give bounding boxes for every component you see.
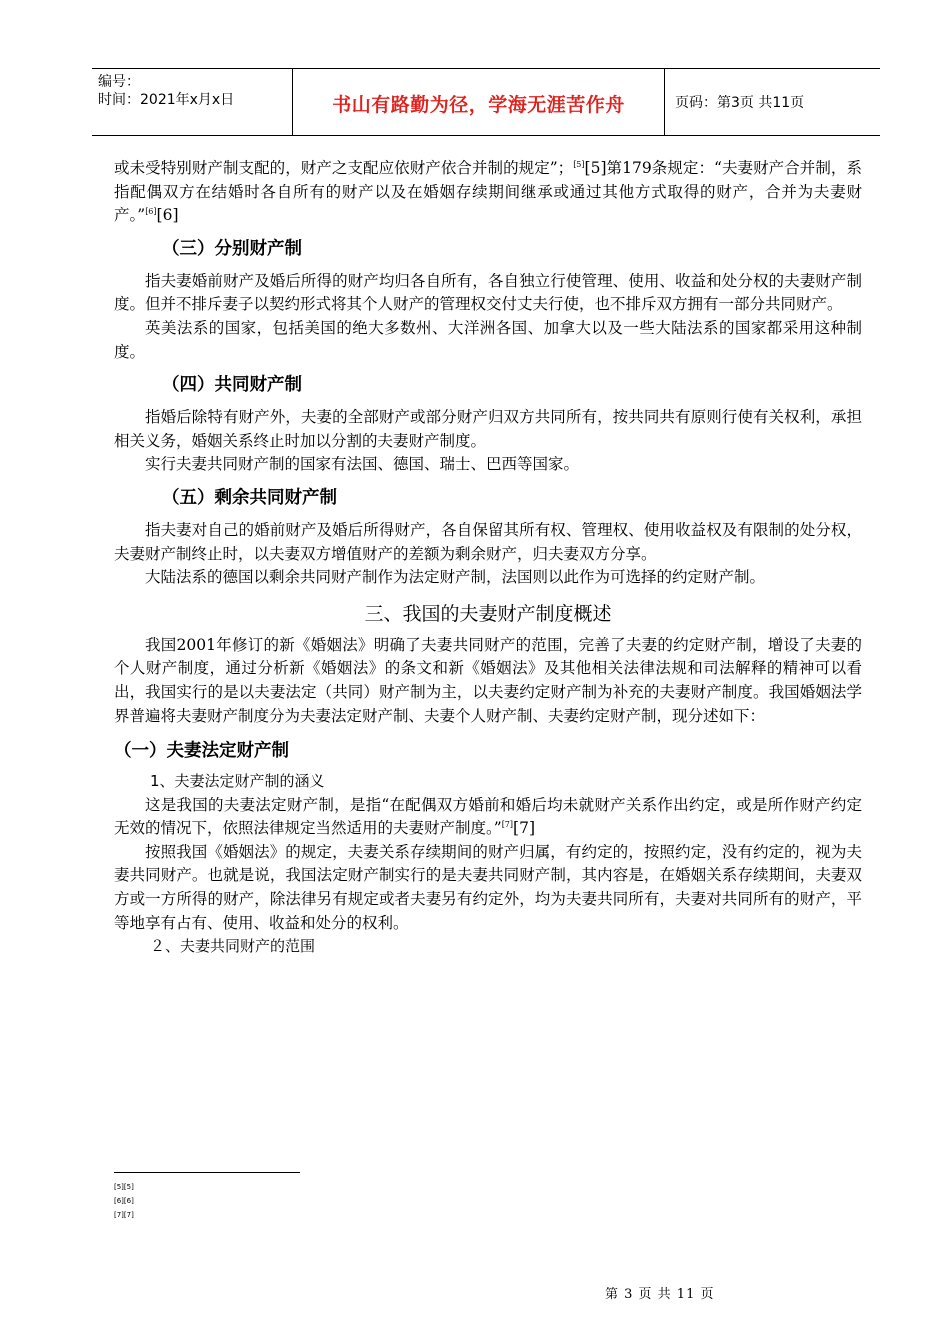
paragraph-text: [6] [156, 206, 179, 225]
footnote-ref: [6] [145, 207, 157, 217]
paragraph: 英美法系的国家，包括美国的绝大多数州、大洋洲各国、加拿大以及一些大陆法系的国家都采用这种制度。 [114, 318, 862, 361]
section-heading: （三）分别财产制 [162, 238, 302, 259]
document-body [114, 157, 862, 959]
footnote-ref: [5] [573, 160, 585, 169]
footnotes [114, 1180, 134, 1222]
paragraph-text: [7] [513, 819, 535, 838]
paragraph-text: 或未受特别财产制支配的，财产之支配应依财产依合并制的规定”； [114, 159, 574, 177]
section-heading: （五）剩余共同财产制 [162, 487, 337, 508]
header-motto: 书山有路勤为径，学海无涯苦作舟 [293, 69, 665, 135]
paragraph: 我国2001年修订的新《婚姻法》明确了夫妻共同财产的范围，完善了夫妻的约定财产制，增设了夫妻的个人财产制度，通过分析新《婚姻法》的条文和新《婚姻法》及其他相关法律法规和司法解释的精神可以看出，我国实行的是以夫妻法定（共同）财产制为主，以夫妻约定财产制为补充的夫妻财产制度。我国婚姻法学界普遍将夫妻财产制度分为夫妻法定财产制、夫妻个人财产制、夫妻约定财产制，现分述如下： [114, 635, 862, 725]
section-heading: （四）共同财产制 [162, 375, 302, 396]
paragraph [114, 157, 862, 228]
paragraph-text: 这是我国的夫妻法定财产制，是指“在配偶双方婚前和婚后均未就财产关系作出约定，或是所作财产约定无效的情况下，依照法律规定当然适用的夫妻财产制度。” [114, 795, 862, 838]
subsection-heading: 1、夫妻法定财产制的涵义 [150, 772, 325, 791]
footnote: [6][6] [114, 1197, 134, 1205]
paragraph [114, 794, 862, 841]
paragraph: 按照我国《婚姻法》的规定，夫妻关系存续期间的财产归属，有约定的，按照约定，没有约定的，视为夫妻共同财产。也就是说，我国法定财产制实行的是夫妻共同财产制，其内容是，在婚姻关系存续期间，夫妻双方或一方所得的财产，除法律另有规定或者夫妻另有约定外，均为夫妻共同所有，夫妻对共同所有的财产，平等地享有占有、使用、收益和处分的权利。 [114, 842, 862, 932]
paragraph-text: [5]第179条规定：“夫妻财产合并制，系指配偶双方在结婚时各自所有的财产以及在婚姻存续期间继承或通过其他方式取得的财产，合并为夫妻财产。” [114, 159, 862, 225]
section-heading: （一）夫妻法定财产制 [114, 741, 289, 762]
paragraph: 实行夫妻共同财产制的国家有法国、德国、瑞士、巴西等国家。 [145, 455, 580, 474]
footnote: [5][5] [114, 1183, 134, 1191]
header-id-label: 编号： [98, 74, 140, 90]
header-time-label: 时间：2021年x月x日 [98, 92, 235, 108]
header-meta [92, 69, 293, 135]
header-page-info: 页码：第3页 共11页 [675, 95, 805, 111]
paragraph: 指婚后除特有财产外，夫妻的全部财产或部分财产归双方共同所有，按共同共有原则行使有关权利，承担相关义务，婚姻关系终止时加以分割的夫妻财产制度。 [114, 408, 862, 450]
paragraph: 指夫妻婚前财产及婚后所得的财产均归各自所有，各自独立行使管理、使用、收益和处分权的夫妻财产制度。但并不排斥妻子以契约形式将其个人财产的管理权交付丈夫行使，也不排斥双方拥有一部分共同财产。 [114, 271, 862, 314]
paragraph: 大陆法系的德国以剩余共同财产制作为法定财产制，法国则以此作为可选择的约定财产制。 [145, 568, 766, 587]
paragraph: 指夫妻对自己的婚前财产及婚后所得财产，各自保留其所有权、管理权、使用收益权及有限制的处分权，夫妻财产制终止时，以夫妻双方增值财产的差额为剩余财产，归夫妻双方分享。 [114, 520, 862, 563]
footnote-ref: [7] [501, 820, 514, 830]
subsection-heading: ２、夫妻共同财产的范围 [150, 937, 316, 956]
footnote: [7][7] [114, 1211, 134, 1219]
footnote-divider [114, 1172, 300, 1173]
page-header [92, 68, 880, 136]
chapter-heading: 三、我国的夫妻财产制度概述 [364, 602, 612, 625]
page-footer: 第 3 页 共 11 页 [605, 1287, 715, 1302]
